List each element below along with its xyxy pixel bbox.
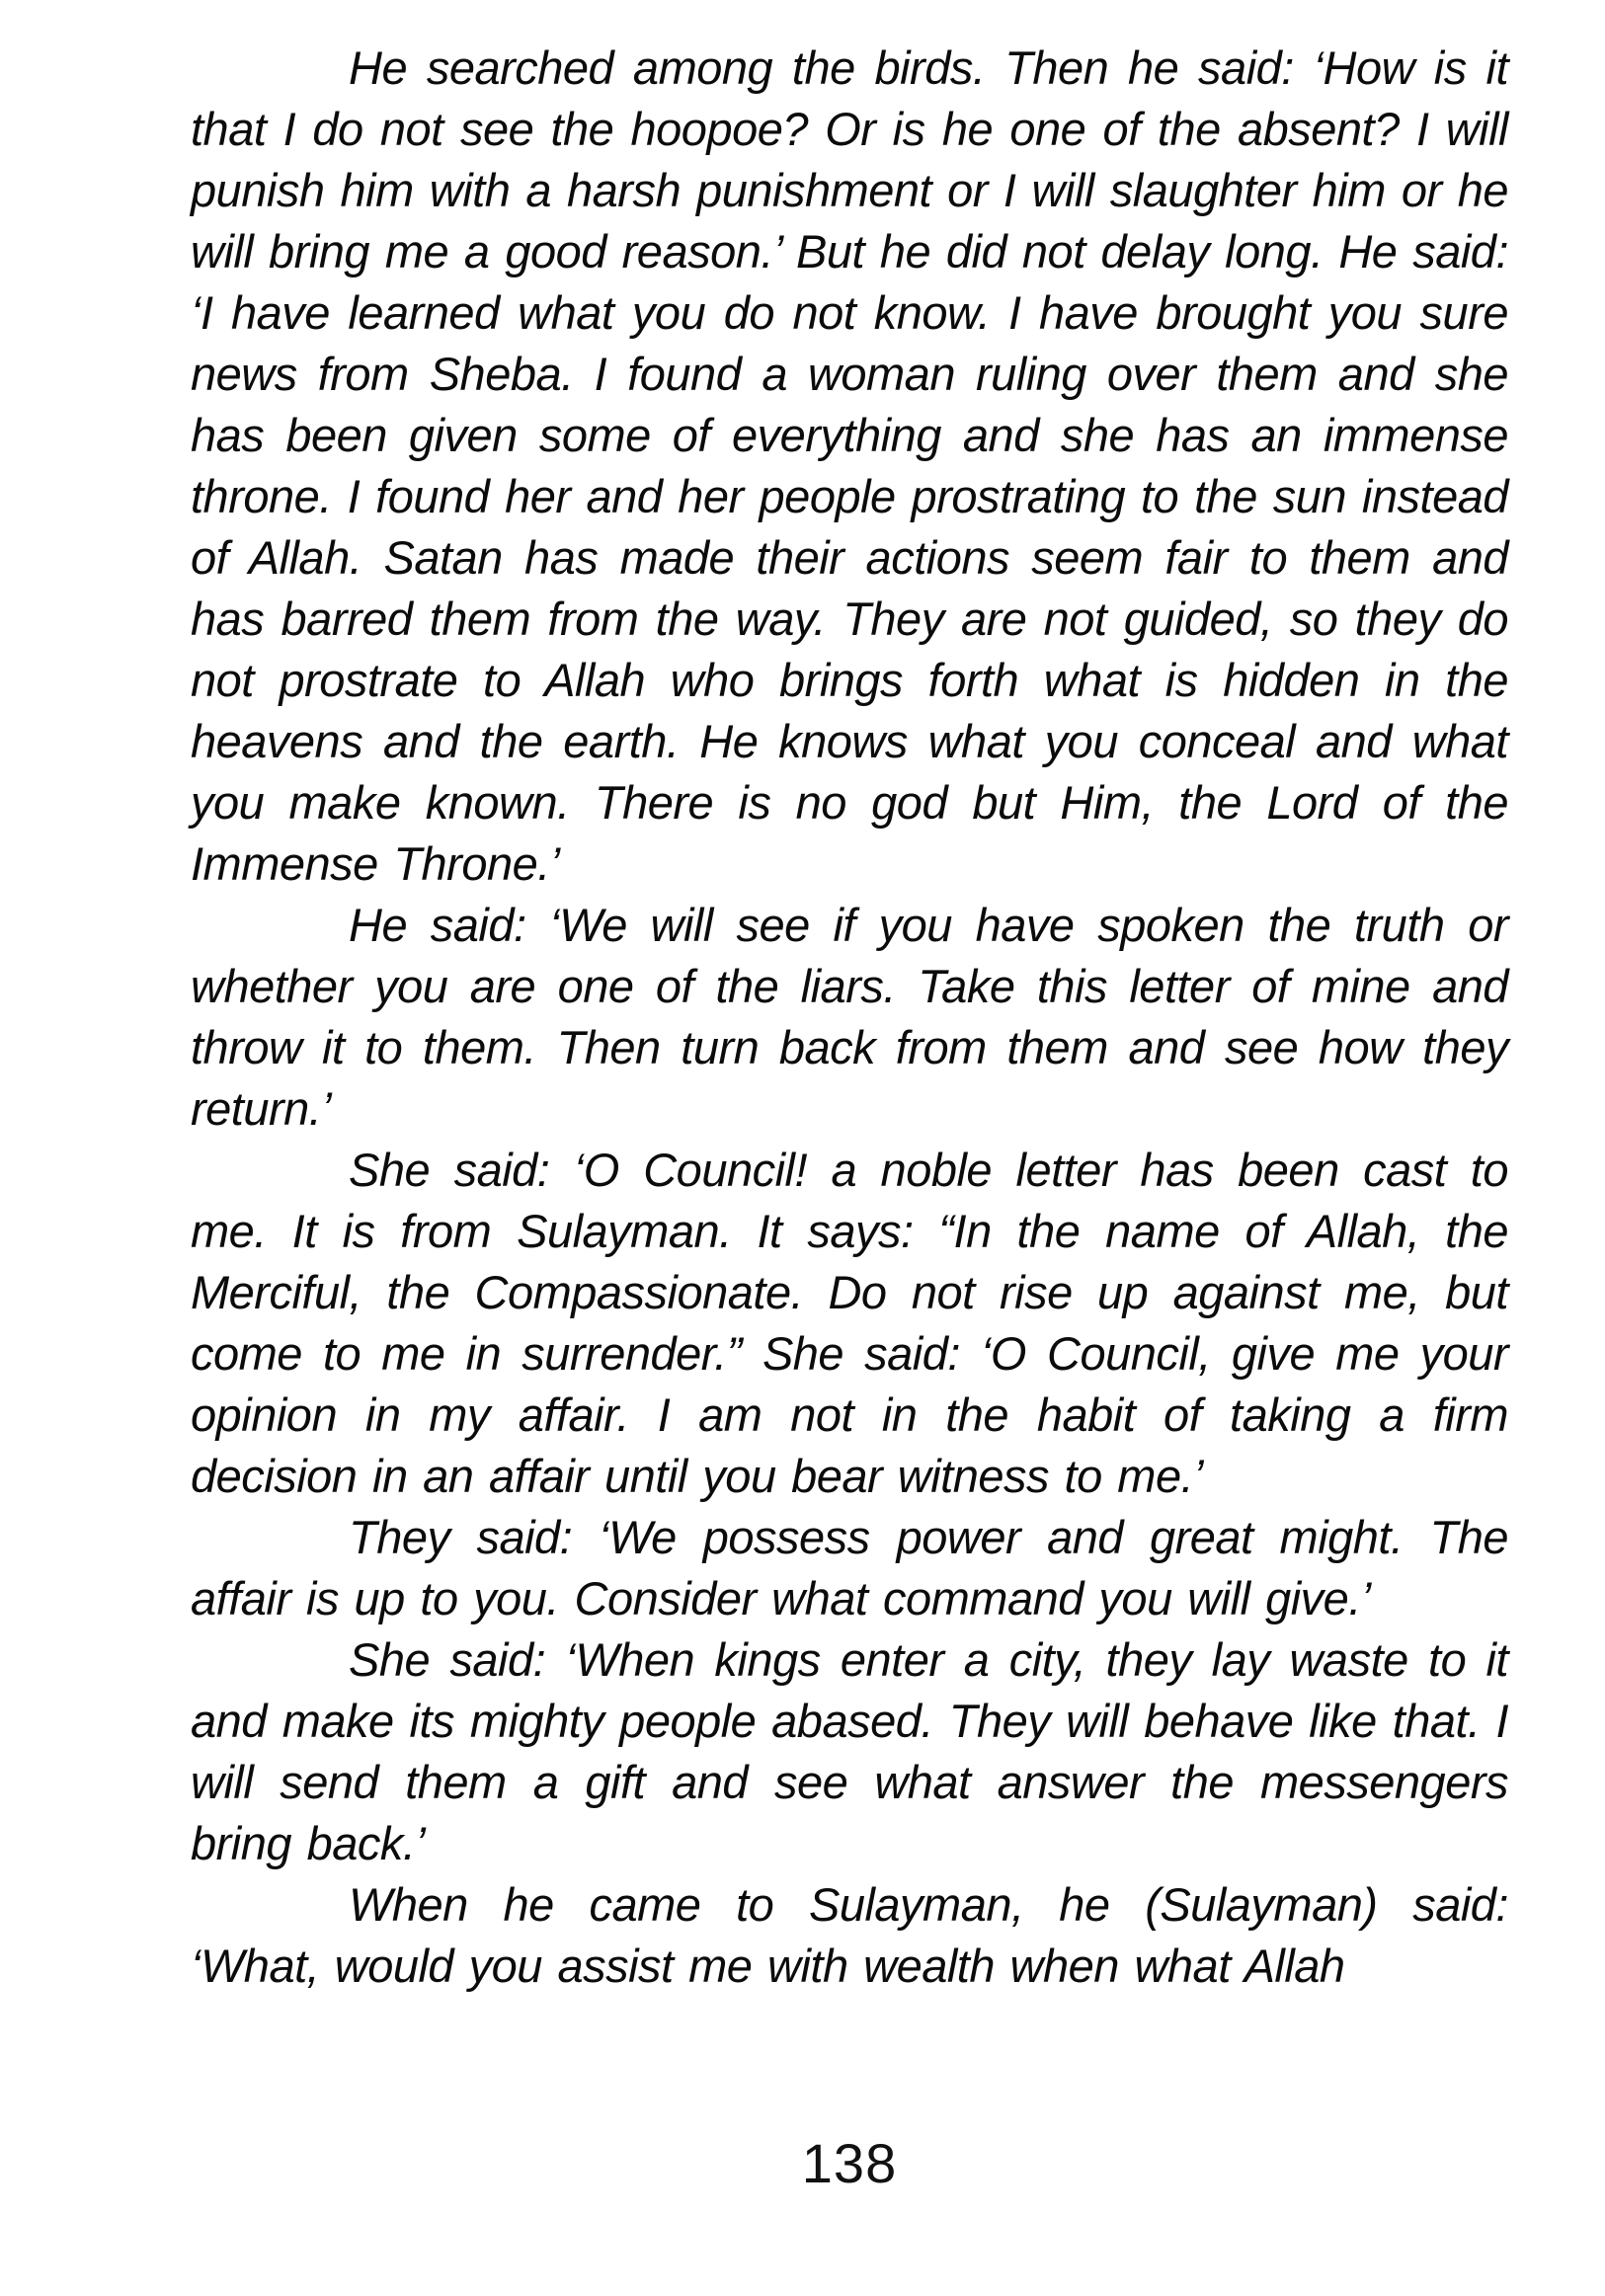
paragraph-1: He searched among the birds. Then he said: ‘How is it that I do not see the hoopoe? Or is he one of the absent? I will punish him with a harsh punishment or I will slaughter him or he will bring me a good reason.’ But he did not delay long. He said: ‘I have learned what you do not know. I have brought you sure news from Sheba. I found a woman ruling over them and she has been given some of everything and she has an immense throne. I found her and her people prostrating to the sun instead of Allah. Satan has made their actions seem fair to them and has barred them from the way. They are not guided, so they do not prostrate to Allah who brings forth what is hidden in the heavens and the earth. He knows what you conceal and what you make known. There is no god but Him, the Lord of the Immense Throne.’ xyxy=(191,41,1508,890)
paragraph-4: They said: ‘We possess power and great might. The affair is up to you. Consider what command you will give.’ xyxy=(191,1511,1508,1624)
body-text xyxy=(191,38,1508,1997)
paragraph-3: She said: ‘O Council! a noble letter has been cast to me. It is from Sulayman. It says: “In the name of Allah, the Merciful, the Compassionate. Do not rise up against me, but come to me in surrender.” She said: ‘O Council, give me your opinion in my affair. I am not in the habit of taking a firm decision in an affair until you bear witness to me.’ xyxy=(191,1144,1508,1502)
paragraph-5: She said: ‘When kings enter a city, they lay waste to it and make its mighty people abased. They will behave like that. I will send them a gift and see what answer the messengers bring back.’ xyxy=(191,1633,1508,1869)
paragraph-2: He said: ‘We will see if you have spoken the truth or whether you are one of the liars. Take this letter of mine and throw it to them. Then turn back from them and see how they return.’ xyxy=(191,899,1508,1135)
paragraph-6: When he came to Sulayman, he (Sulayman) said: ‘What, would you assist me with wealth when what Allah xyxy=(191,1878,1508,1992)
page-number: 138 xyxy=(801,2132,898,2194)
